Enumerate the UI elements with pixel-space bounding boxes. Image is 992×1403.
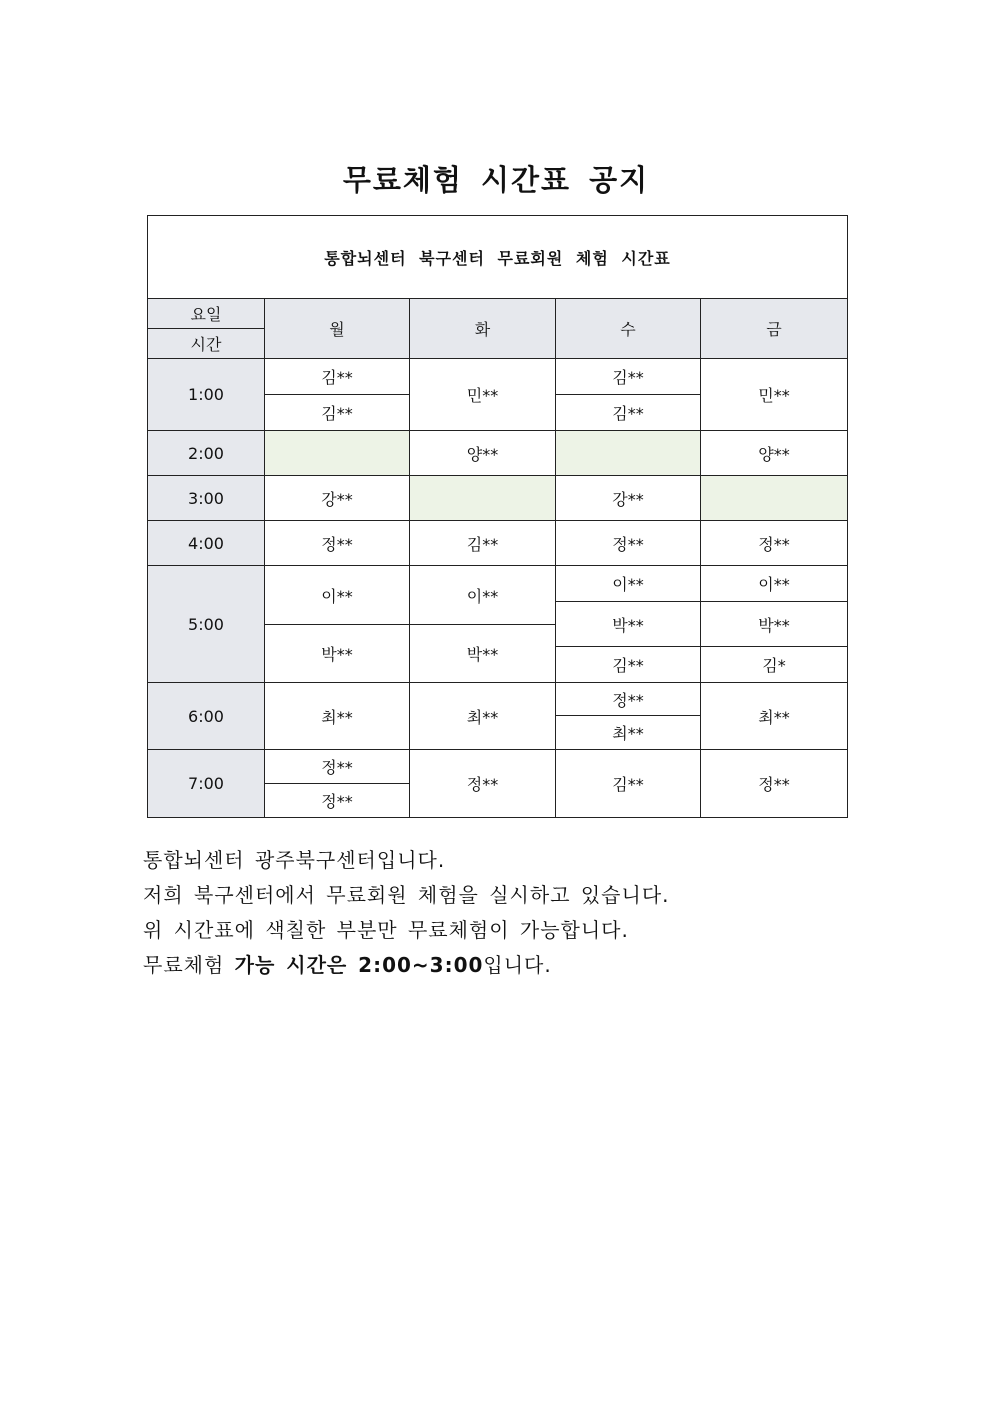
free-trial-slot <box>701 476 848 521</box>
available-time-highlight: 가능 시간은 2:00~3:00 <box>234 953 484 977</box>
time-label: 3:00 <box>148 476 265 521</box>
slot-cell: 정** <box>556 683 701 716</box>
corner-time-label: 시간 <box>148 329 265 359</box>
slot-cell: 김** <box>556 359 701 395</box>
time-label: 7:00 <box>148 750 265 818</box>
free-trial-slot <box>410 476 556 521</box>
slot-cell: 박** <box>556 602 701 647</box>
day-header-mon: 월 <box>265 299 410 359</box>
slot-cell: 김** <box>265 359 410 395</box>
notice-line: 위 시간표에 색칠한 부분만 무료체험이 가능합니다. <box>143 918 629 942</box>
slot-cell: 정** <box>701 521 848 566</box>
slot-cell: 박** <box>410 625 556 683</box>
slot-cell: 이** <box>265 566 410 625</box>
time-label: 4:00 <box>148 521 265 566</box>
corner-day-label: 요일 <box>148 299 265 329</box>
slot-cell: 김** <box>410 521 556 566</box>
slot-cell: 정** <box>410 750 556 818</box>
slot-cell: 박** <box>265 625 410 683</box>
free-trial-slot <box>556 431 701 476</box>
slot-cell: 양** <box>410 431 556 476</box>
slot-cell: 이** <box>701 566 848 602</box>
slot-cell: 최** <box>556 716 701 750</box>
notice-line: 저희 북구센터에서 무료회원 체험을 실시하고 있습니다. <box>143 883 670 907</box>
slot-cell: 민** <box>410 359 556 431</box>
time-label: 2:00 <box>148 431 265 476</box>
slot-cell: 정** <box>265 784 410 818</box>
slot-cell: 김** <box>556 395 701 431</box>
slot-cell: 정** <box>701 750 848 818</box>
slot-cell: 최** <box>701 683 848 750</box>
day-header-fri: 금 <box>701 299 848 359</box>
slot-cell: 최** <box>265 683 410 750</box>
time-label: 6:00 <box>148 683 265 750</box>
slot-cell: 정** <box>265 521 410 566</box>
day-header-tue: 화 <box>410 299 556 359</box>
slot-cell: 박** <box>701 602 848 647</box>
slot-cell: 이** <box>556 566 701 602</box>
slot-cell: 김* <box>701 647 848 683</box>
page-title: 무료체험 시간표 공지 <box>342 163 650 197</box>
notice-line <box>143 948 843 983</box>
slot-cell: 정** <box>556 521 701 566</box>
notice-line: 통합뇌센터 광주북구센터입니다. <box>143 848 446 872</box>
slot-cell: 최** <box>410 683 556 750</box>
slot-cell: 김** <box>556 750 701 818</box>
notice-text-suffix: 입니다. <box>483 953 552 977</box>
slot-cell: 강** <box>556 476 701 521</box>
slot-cell: 민** <box>701 359 848 431</box>
free-trial-slot <box>265 431 410 476</box>
time-label: 5:00 <box>148 566 265 683</box>
slot-cell: 김** <box>556 647 701 683</box>
table-heading: 통합뇌센터 북구센터 무료회원 체험 시간표 <box>148 216 848 299</box>
slot-cell: 강** <box>265 476 410 521</box>
schedule-table <box>147 215 848 818</box>
slot-cell: 김** <box>265 395 410 431</box>
time-label: 1:00 <box>148 359 265 431</box>
slot-cell: 정** <box>265 750 410 784</box>
day-header-wed: 수 <box>556 299 701 359</box>
notice-text <box>143 843 843 983</box>
slot-cell: 양** <box>701 431 848 476</box>
slot-cell: 이** <box>410 566 556 625</box>
notice-text-prefix: 무료체험 <box>143 953 235 977</box>
